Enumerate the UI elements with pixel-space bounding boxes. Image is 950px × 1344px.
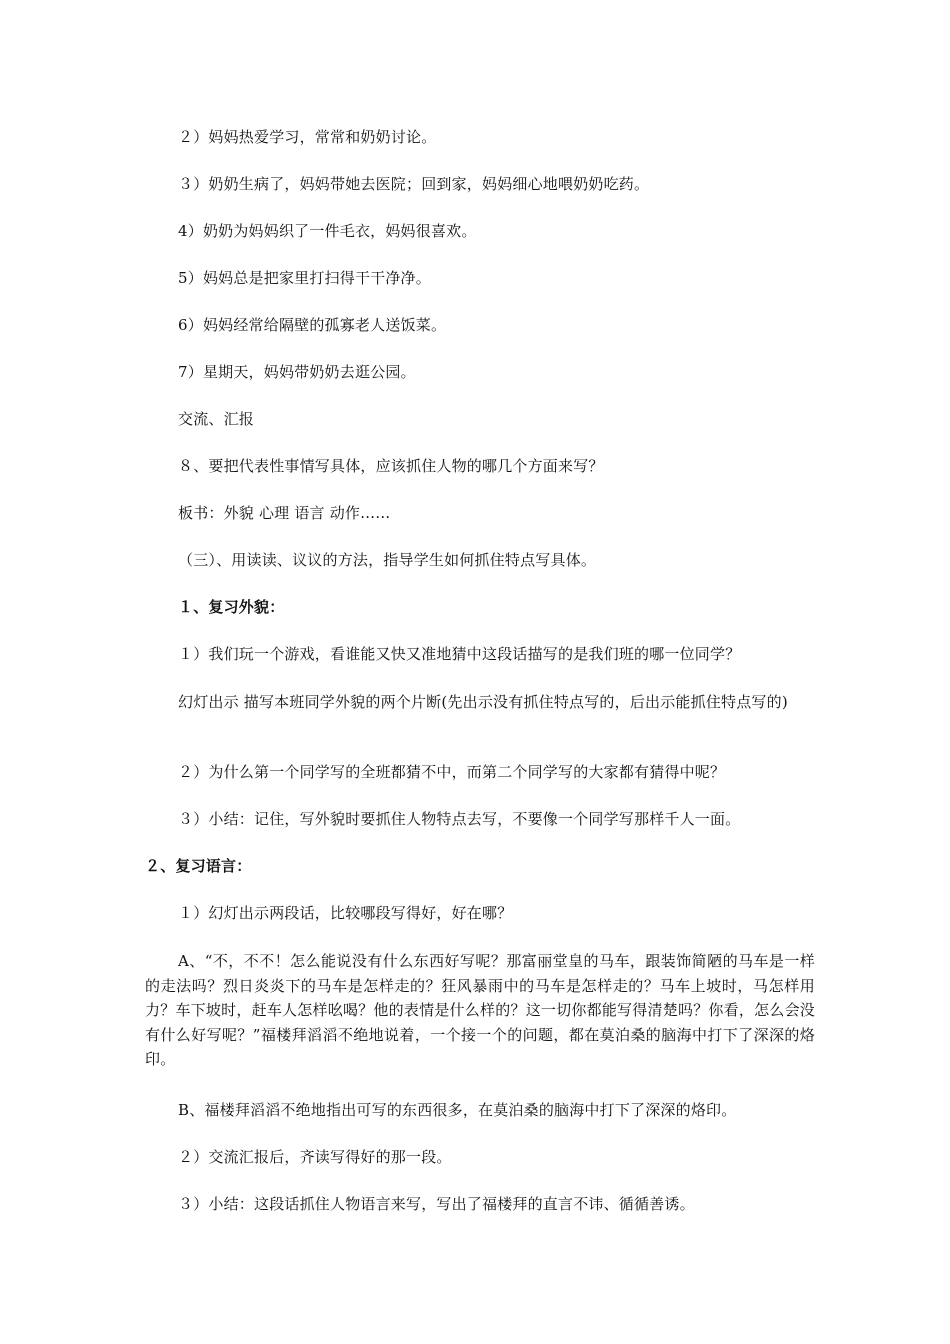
board-writing: 板书：外貌 心理 语言 动作…… xyxy=(178,504,391,522)
language-step-3: ３）小结：这段话抓住人物语言来写，写出了福楼拜的直言不讳、循循善诱。 xyxy=(178,1195,695,1213)
list-item-6: 6）妈妈经常给隔壁的孤寡老人送饭菜。 xyxy=(178,316,447,334)
heading-appearance: １、复习外貌： xyxy=(178,598,285,616)
appearance-step-1: １）我们玩一个游戏，看谁能又快又准地猜中这段话描写的是我们班的哪一位同学？ xyxy=(178,645,741,663)
exchange-report-text: 交流、汇报 xyxy=(178,410,255,428)
appearance-step-3: ３）小结：记住，写外貌时要抓住人物特点去写，不要像一个同学写那样千人一面。 xyxy=(178,810,741,828)
excerpt-a-paragraph: A、“不，不不！怎么能说没有什么东西好写呢？那富丽堂皇的马车，跟装饰简陋的马车是一样的走法吗？烈日炎炎下的马车是怎样走的？狂风暴雨中的马车是怎样走的？马车上坡时，马怎样用力？车下坡时，赶车人怎样吆喝？他的表情是什么样的？这一切你都能写得清楚吗？你看，怎么会没有什么好写呢？”福楼拜滔滔不绝地说着，一个接一个的问题，都在莫泊桑的脑海中打下了深深的烙印。 xyxy=(145,952,815,1068)
slide-paragraph: 幻灯出示 描写本班同学外貌的两个片断(先出示没有抓住特点写的，后出示能抓住特点写的) xyxy=(178,693,788,711)
list-item-3: ３）奶奶生病了，妈妈带她去医院；回到家，妈妈细心地喂奶奶吃药。 xyxy=(178,175,650,193)
heading-language: ２、复习语言： xyxy=(145,857,252,875)
list-item-7: 7）星期天，妈妈带奶奶去逛公园。 xyxy=(178,363,416,381)
question-8: ８、要把代表性事情写具体，应该抓住人物的哪几个方面来写？ xyxy=(178,457,604,475)
list-item-5: 5）妈妈总是把家里打扫得干干净净。 xyxy=(178,269,431,287)
excerpt-b-line: B、福楼拜滔滔不绝地指出可写的东西很多，在莫泊桑的脑海中打下了深深的烙印。 xyxy=(178,1101,737,1119)
appearance-step-2: ２）为什么第一个同学写的全班都猜不中，而第二个同学写的大家都有猜得中呢？ xyxy=(178,763,726,781)
language-step-1: １）幻灯出示两段话，比较哪段写得好，好在哪？ xyxy=(178,904,513,922)
list-item-4: 4）奶奶为妈妈织了一件毛衣，妈妈很喜欢。 xyxy=(178,222,477,240)
list-item-2: ２）妈妈热爱学习，常常和奶奶讨论。 xyxy=(178,128,437,146)
language-step-2: ２）交流汇报后，齐读写得好的那一段。 xyxy=(178,1148,452,1166)
section-3-title: （三）、用读读、议议的方法，指导学生如何抓住特点写具体。 xyxy=(178,551,597,569)
